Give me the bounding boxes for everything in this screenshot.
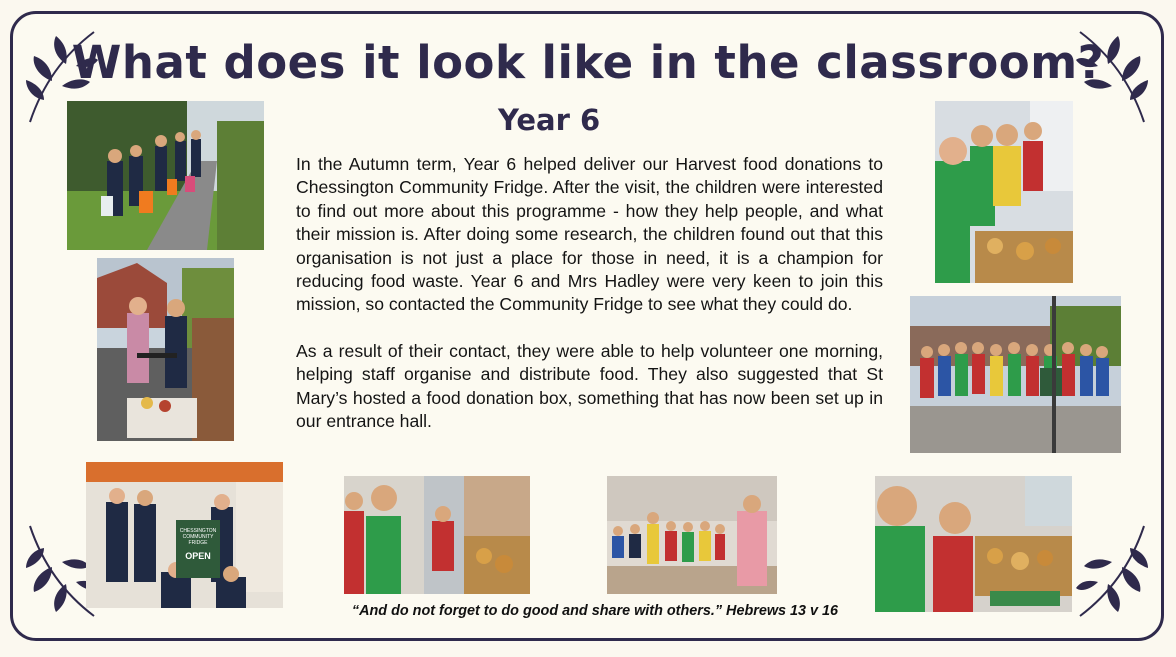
photo-boys-at-fridge (344, 476, 530, 594)
photo-walking-with-donations (67, 101, 264, 250)
paragraph-1: In the Autumn term, Year 6 helped deliver our Harvest food donations to Chessington Community Fridge. After the visit, the children were interested to find out more about this programme - how they help people, and what their mission is. After doing some research, the children found out that this organisation is not just a place for those in need, it is a champion for reducing food waste. Year 6 and Mrs Hadley were very keen to join this mission, so contacted the Community Fridge to see what they could do. (296, 154, 883, 315)
fridge-sign-open: OPEN (185, 551, 211, 561)
fridge-sign-line-2: COMMUNITY FRIDGE (182, 534, 214, 546)
fridge-sign-line-1: CHESSINGTON (179, 528, 217, 534)
photo-group-with-fridge-sign (86, 462, 283, 608)
fridge-sign (176, 520, 220, 578)
leaf-decoration-bottom-right (1074, 522, 1152, 622)
year-group-heading: Year 6 (498, 103, 601, 137)
photo-children-in-classroom (607, 476, 777, 594)
article-text (296, 153, 883, 433)
bible-quote: “And do not forget to do good and share with others.” Hebrews 13 v 16 (351, 603, 839, 619)
photo-group-outside (910, 296, 1121, 453)
photo-children-with-trolley (97, 258, 234, 441)
photo-boys-with-food-crates (875, 476, 1072, 612)
page-title: What does it look like in the classroom? (71, 36, 1105, 89)
paragraph-2: As a result of their contact, they were able to help volunteer one morning, helping staff organise and distribute food. They also suggested that St Mary’s hosted a food donation box, something that has now been set up in our entrance hall. (296, 340, 883, 432)
photo-children-at-donation-table (935, 101, 1073, 283)
